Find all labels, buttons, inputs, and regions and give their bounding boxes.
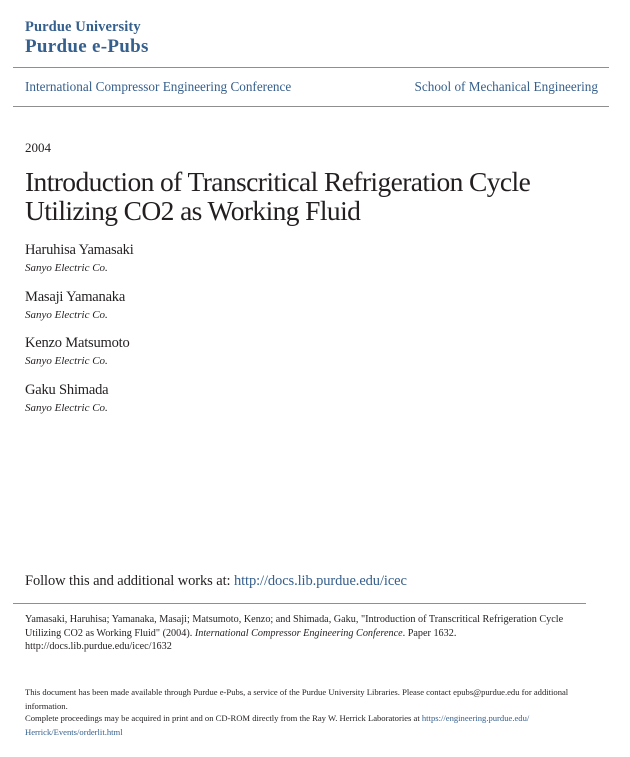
paper-title: [25, 167, 605, 225]
paper-title-line-1: Introduction of Transcritical Refrigeration Cycle: [25, 166, 531, 197]
author-affiliation: Sanyo Electric Co.: [25, 355, 108, 367]
citation-text: Yamasaki, Haruhisa; Yamanaka, Masaji; Matsumoto, Kenzo; and Shimada, Gaku, "Introduction of Transcritical Refrigeration Cycle Utilizing CO2 as Working Fluid" (2004).: [25, 614, 564, 639]
author-name: Kenzo Matsumoto: [25, 335, 130, 351]
citation-paper-number: . Paper 1632.: [402, 627, 457, 639]
availability-notice: This document has been made available through Purdue e-Pubs, a service of the Purdue University Libraries. Please contact epubs@purdue.edu for additional information.: [25, 687, 569, 711]
repository-name[interactable]: Purdue e-Pubs: [25, 36, 149, 57]
header-divider-bottom: [13, 106, 609, 107]
author-affiliation: Sanyo Electric Co.: [25, 309, 108, 321]
publication-year: 2004: [25, 140, 51, 155]
author-name: Masaji Yamanaka: [25, 289, 126, 305]
follow-text: Follow this and additional works at:: [25, 573, 234, 589]
citation-venue: International Compressor Engineering Conference: [194, 627, 403, 639]
header-divider-top: [13, 67, 609, 68]
school-link[interactable]: School of Mechanical Engineering: [414, 79, 598, 94]
paper-title-line-2: Utilizing CO2 as Working Fluid: [25, 195, 361, 226]
herrick-link-part-1: https://engineering.purdue.edu/: [421, 713, 530, 723]
author-affiliation: Sanyo Electric Co.: [25, 402, 108, 414]
author-name: Gaku Shimada: [25, 382, 109, 398]
follow-works: [25, 573, 407, 590]
citation-url: http://docs.lib.purdue.edu/icec/1632: [25, 641, 172, 652]
institution-name: Purdue University: [25, 19, 141, 35]
author-name: Haruhisa Yamasaki: [25, 242, 134, 258]
citation-divider: [13, 603, 586, 604]
herrick-link-part-2: Herrick/Events/orderlit.html: [25, 727, 123, 737]
recommended-citation: [25, 613, 585, 654]
proceedings-notice: [25, 711, 600, 739]
proceedings-text: Complete proceedings may be acquired in print and on CD-ROM directly from the Ray W. Herrick Laboratories at: [25, 713, 422, 723]
author-affiliation: Sanyo Electric Co.: [25, 262, 108, 274]
conference-link[interactable]: International Compressor Engineering Conference: [25, 79, 292, 94]
follow-link[interactable]: http://docs.lib.purdue.edu/icec: [233, 573, 407, 589]
